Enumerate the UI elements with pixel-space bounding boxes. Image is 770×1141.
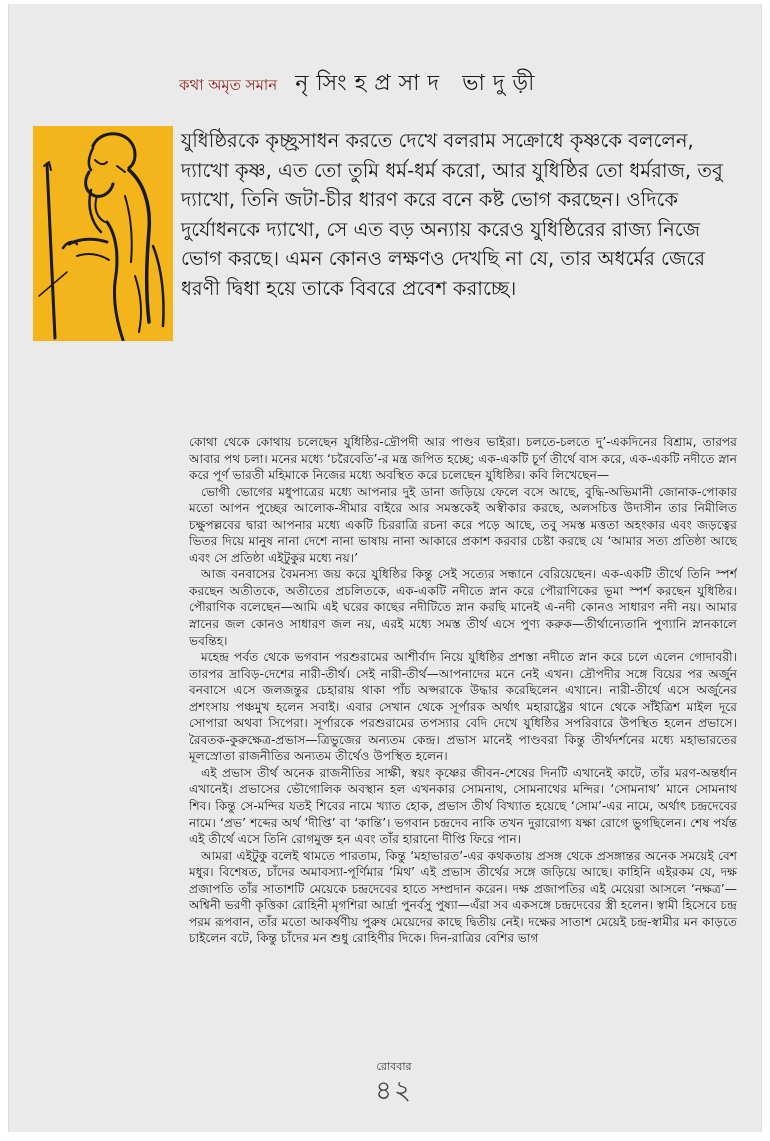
author-name: নৃসিংহপ্রসাদ ভাদুড়ী [295, 71, 543, 96]
body-paragraph-quotation: ভোগী ভোগের মধুপাত্রের মধ্যে আপনার দুই ডানা জড়িয়ে ফেলে বসে আছে, বুদ্ধি-অভিমানী জোনাক-পোকার মতো আপন পুচ্ছের আলোক-সীমার বাইরে আর সমস্তকেই অস্বীকার করছে, অলসচিত্ত উদাসীন তার নিমীলিত চক্ষুপল্লবের দ্বারা আপনার মধ্যে একটি চিররাত্রি রচনা করে পড়ে আছে, তবু সমস্ত মত্ততা অহংকার এবং জড়ত্বের ভিতর দিয়ে মানুষ নানা দেশে নানা ভাষায় নানা আকারে প্রকাশ করবার চেষ্টা করছে যে ‘আমার সত্য প্রতিষ্ঠা আছে এবং সে প্রতিষ্ঠা এইটুকুর মধ্যে নয়।’ [189, 484, 737, 565]
magazine-page [8, 4, 762, 1132]
magazine-name: রোববার [376, 1060, 412, 1073]
sage-illustration [33, 126, 173, 341]
body-paragraph: এই প্রভাস তীর্থ অনেক রাজনীতির সাক্ষী, স্বয়ং কৃষ্ণের জীবন-শেষের দিনটি এখানেই কাটে, তাঁর মরণ-অন্তর্ধান এখানেই। প্রভাসের ভৌগোলিক অবস্থান হল এখনকার সোমনাথ, সোমনাথের মন্দির। ‘সোমনাথ’ মানে সোমনাথ শিব। কিন্তু সে-মন্দির যতই শিবের নামে খ্যাত হোক, প্রভাস তীর্থ বিখ্যাত হয়েছে ‘সোম’-এর নামে, অর্থাৎ চন্দ্রদেবের নামে। ‘প্রভ’ শব্দের অর্থ ‘দীপ্তি’ বা ‘কান্তি’। ভগবান চন্দ্রদেব নাকি তখন দুরারোগ্য যক্ষা রোগে ভুগছিলেন। শেষ পর্যন্ত এই তীর্থে এসে তিনি রোগমুক্ত হন এবং তাঁর হারানো দীপ্তি ফিরে পান। [189, 765, 737, 847]
article-header [179, 66, 679, 96]
page-number: ৪২ [375, 1076, 413, 1106]
body-paragraph: আজ বনবাসের বৈমনস্য জয় করে যুধিষ্ঠির কিন্তু সেই সত্যের সন্ধানে বেরিয়েছেন। এক-একটি তীর্থে তিনি স্পর্শ করছেন অতীতকে, অতীতের প্রচলিতকে, এক-একটি নদীতে স্নান করে পৌরাণিকের ভূমা স্পর্শ করছেন যুধিষ্ঠির। পৌরাণিক বলেছেন—আমি এই ঘরের কাছের নদীটিতে স্নান করছি মানেই এ-নদী কোনও সাধারণ নদী নয়। আমার স্নানের জল কোনও সাধারণ জল নয়, এরই মধ্যে সমস্ত তীর্থ এসে পুণ্য করুক—তীর্থান্যেতানি পুণ্যানি স্নানকালে ভবন্তিহ। [189, 567, 737, 648]
article-body [189, 434, 737, 1054]
column-title: কথা অমৃত সমান [179, 76, 278, 94]
sage-sketch-image [33, 126, 173, 341]
body-paragraph: মহেন্দ্র পর্বত থেকে ভগবান পরশুরামের আশীর্বাদ নিয়ে যুধিষ্ঠির প্রশস্তা নদীতে স্নান করে চলে এলেন গোদাবরী। তারপর দ্রাবিড়-দেশের নারী-তীর্থ। সেই নারী-তীর্থ—আপনাদের মনে নেই এখন। দ্রৌপদীর সঙ্গে বিয়ের পর অর্জুন বনবাসে এসে জলজন্তুর চেহারায় থাকা পাঁচ অপ্সরাকে উদ্ধার করেছিলেন এখানে। নারী-তীর্থে এসে অর্জুনের প্রশংসায় পঞ্চমুখ হলেন সবাই। এবার সেখান থেকে সূর্পারক অর্থাৎ মহারাষ্ট্রের থানে থেকে সাঁইত্রিশ মাইল দূরে সোপারা অথবা সিপেরা। সূর্পারকে পরশুরামের তপস্যার বেদি দেখে যুধিষ্ঠির সপরিবারে উপস্থিত হলেন প্রভাসে। রৈবতক-কুরুক্ষেত্র-প্রভাস—ত্রিভুজের অন্যতম কেন্দ্র। প্রভাস মানেই পাণ্ডবরা কিন্তু তীর্থদর্শনের মধ্যে মহাভারতের মূলস্রোতা রাজনীতির অন্যতম তীর্থেও উপস্থিত হলেন। [189, 650, 737, 764]
body-paragraph: কোথা থেকে কোথায় চলেছেন যুধিষ্ঠির-দ্রৌপদী আর পাণ্ডব ভাইরা। চলতে-চলতে দু’-একদিনের বিশ্রাম, তারপর আবার পথ চলা। মনের মধ্যে ‘চরৈবেতি’-র মন্ত্র জপিত হচ্ছে; এক-একটি চূর্ণ তীর্থে বাস করে, এক-একটি নদীতে স্নান করে পূর্ণ ভারতী মহিমাকে নিজের মধ্যে অবস্থিত করে চলেছেন যুধিষ্ঠির। কবি লিখেছেন— [189, 435, 737, 483]
pull-quote: যুধিষ্ঠিরকে কৃচ্ছ্রসাধন করতে দেখে বলরাম সক্রোধে কৃষ্ণকে বললেন, দ্যাখো কৃষ্ণ, এত তো তুমি ধর্ম-ধর্ম করো, আর যুধিষ্ঠির তো ধর্মরাজ, তবু দ্যাখো, তিনি জটা-চীর ধারণ করে বনে কষ্ট ভোগ করছেন। ওদিকে দুর্যোধনকে দ্যাখো, সে এত বড় অন্যায় করেও যুধিষ্ঠিরের রাজ্য নিজে ভোগ করছে। এমন কোনও লক্ষণও দেখছি না যে, তার অধর্মের জেরে ধরণী দ্বিধা হয়ে তাকে বিবরে প্রবেশ করাচ্ছে। [181, 129, 723, 300]
page-footer [9, 1058, 770, 1105]
body-paragraph: আমরা এইটুকু বলেই থামতে পারতাম, কিন্তু ‘মহাভারত’-এর কথকতায় প্রসঙ্গ থেকে প্রসঙ্গান্তর অনেক সময়েই বেশ মধুর। বিশেষত, চাঁদের অমাবস্যা-পূর্ণিমার ‘মিথ’ এই প্রভাস তীর্থের সঙ্গে জড়িয়ে আছে। কাহিনি এইরকম যে, দক্ষ প্রজাপতি তাঁর সাতাশটি মেয়েকে চন্দ্রদেবের হাতে সম্প্রদান করেন। দক্ষ প্রজাপতির এই মেয়েরা আসলে ‘নক্ষত্র’—অশ্বিনী ভরণী কৃত্তিকা রোহিনী মৃগশিরা আর্দ্রা পুনর্বসু পুষ্যা—এঁরা সব একসঙ্গে চন্দ্রদেবের স্ত্রী হলেন। স্বামী হিসেবে চন্দ্র পরম রূপবান, তাঁর মতো আকর্ষণীয় পুরুষ মেয়েদের কাছে দ্বিতীয় নেই। দক্ষের সাতাশ মেয়েই চন্দ্র-স্বামীর মন কাড়তে চাইলেন বটে, কিন্তু চাঁদের মন শুধু রোহিণীর দিকে। দিন-রাত্রির বেশির ভাগ [189, 848, 737, 946]
